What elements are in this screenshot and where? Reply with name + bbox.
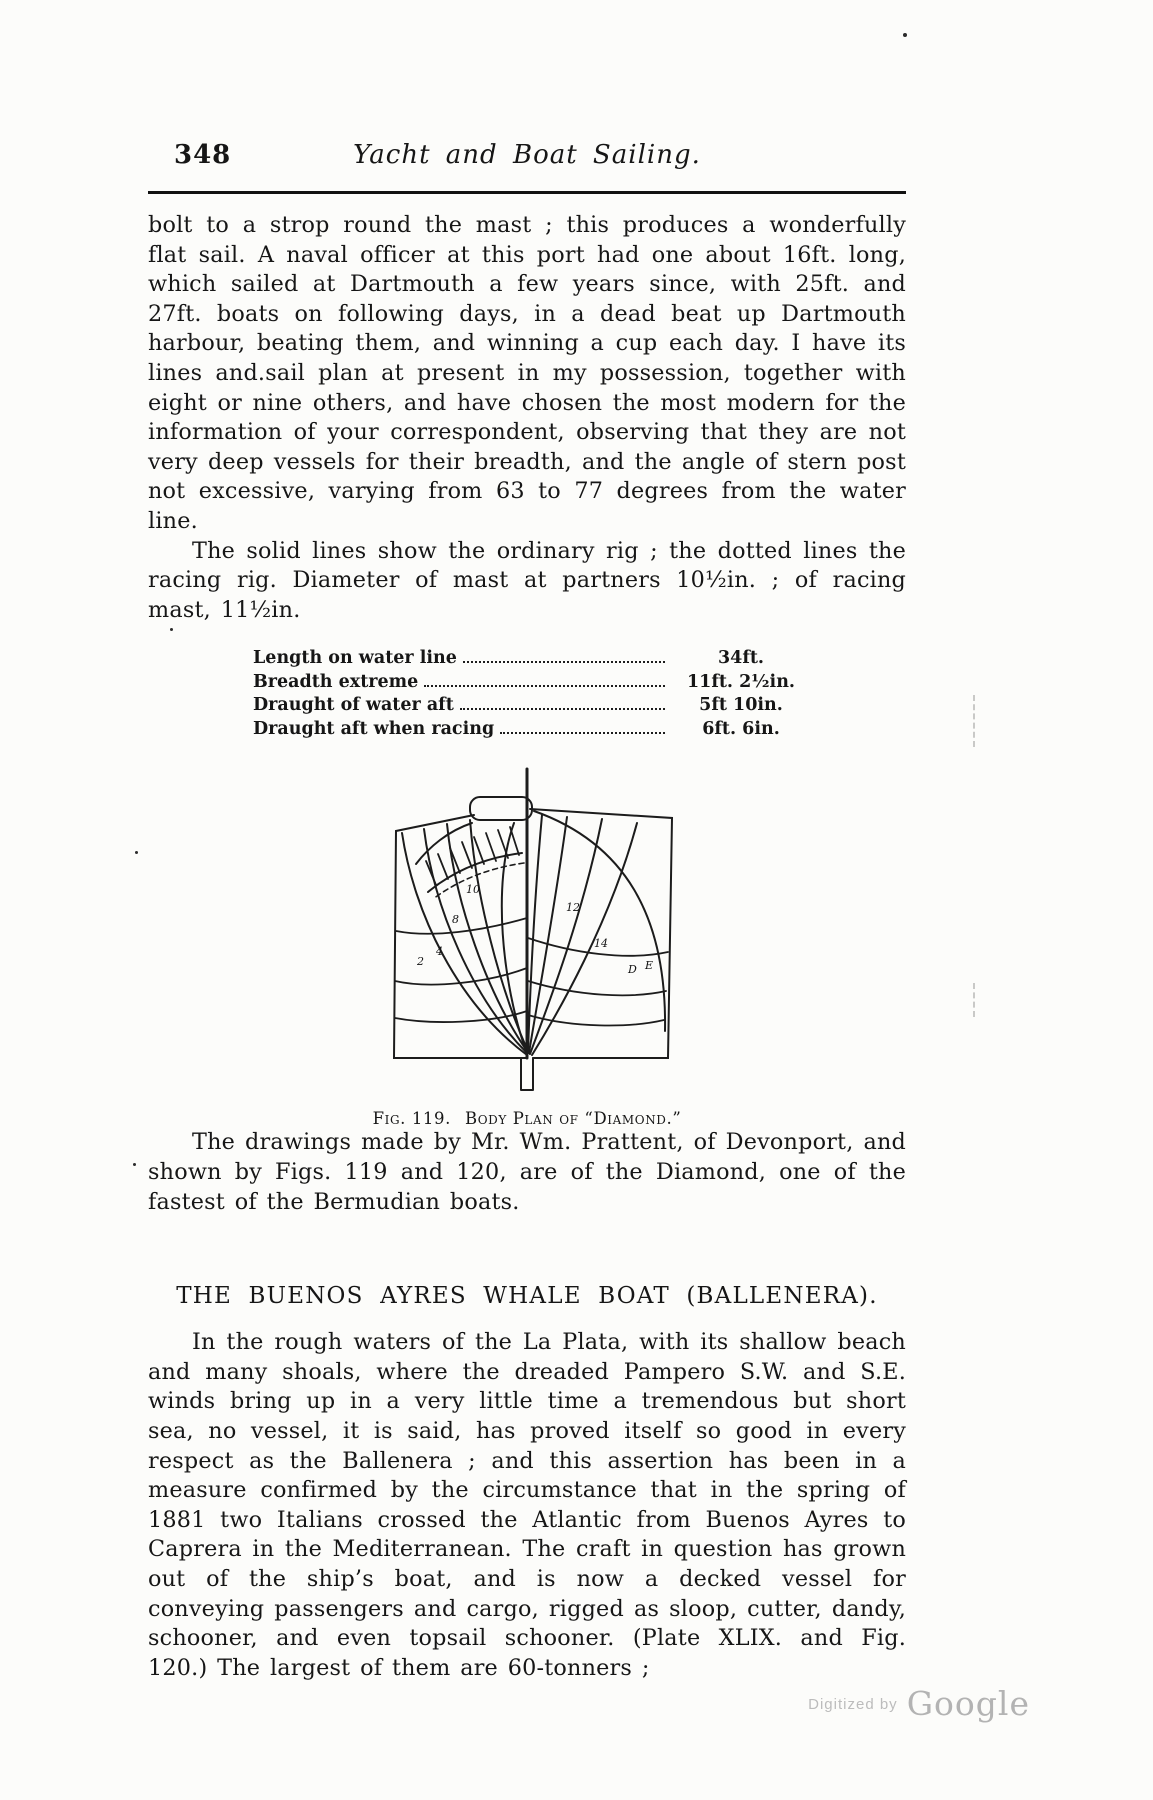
table-row [253, 718, 811, 742]
digitized-by-label: Digitized by [808, 1696, 898, 1713]
google-logo: Google [906, 1684, 1030, 1723]
row-value: 11ft. 2½in. [686, 671, 796, 692]
page-number: 348 [174, 140, 232, 170]
row-value: 34ft. [717, 648, 765, 669]
body-plan-drawing [362, 763, 692, 1095]
ink-speck [170, 628, 173, 631]
svg-text:4: 4 [436, 945, 443, 959]
row-value: 5ft 10in. [699, 695, 783, 716]
ink-speck [903, 33, 907, 37]
paragraph-drawings: The drawings made by Mr. Wm. Prattent, of Devonport, and shown by Figs. 119 and 120, are of the Diamond, one of the fastest of the Bermudian boats. [148, 1129, 906, 1215]
row-value: 6ft. 6in. [702, 718, 780, 739]
watermark [700, 1684, 1030, 1723]
page-header [148, 140, 906, 174]
row-label: Breadth extreme [253, 671, 419, 692]
table-row [253, 694, 811, 718]
dot-leader [463, 661, 665, 663]
fore-sections [528, 811, 665, 1055]
keel-stub [521, 1058, 533, 1090]
svg-text:D: D [628, 963, 637, 977]
svg-text:8: 8 [452, 913, 459, 927]
figure-caption-title: Body Plan of “Diamond.” [464, 1109, 682, 1129]
counter-block [470, 797, 532, 820]
svg-text:12: 12 [566, 901, 580, 915]
dot-leader [460, 708, 665, 710]
page-edge-artifact [973, 695, 975, 747]
svg-text:10: 10 [466, 883, 480, 897]
paragraph-rig: The solid lines show the ordinary rig ; the dotted lines the racing rig. Diameter of mast at partners 10½in. ; of racing mast, 11½in. [148, 537, 906, 623]
dimensions-table [253, 647, 811, 741]
body-plan-figure [148, 763, 906, 1128]
table-row [253, 647, 811, 671]
row-label: Length on water line [253, 648, 457, 669]
paragraph-ballenera: In the rough waters of the La Plata, with its shallow beach and many shoals, where the dreaded Pampero S.W. and S.E. winds bring up in a very little time a tremendous but short sea, no vessel, it is said, has proved itself so good in every respect as the Ballenera ; and this assertion has been in a measure confirmed by the circumstance that in the spring of 1881 two Italians crossed the Atlantic from Buenos Ayres to Caprera in the Mediterranean. The craft in question has grown out of the ship’s boat, and is now a decked vessel for conveying passengers and cargo, rigged as sloop, cutter, dandy, schooner, and even topsail schooner. (Plate XLIX. and Fig. 120.) The largest of them are 60-tonners ; [148, 1329, 906, 1681]
figure-caption-number: Fig. 119. [372, 1109, 451, 1129]
fore-diagonals [528, 938, 668, 1025]
row-label: Draught of water aft [253, 695, 454, 716]
page-text-block [148, 140, 906, 1683]
ink-speck [133, 1163, 136, 1166]
svg-text:14: 14 [594, 937, 608, 951]
table-row [253, 671, 811, 695]
svg-text:E: E [645, 959, 654, 973]
ink-speck [135, 851, 138, 854]
header-rule [148, 191, 906, 194]
svg-text:2: 2 [417, 955, 424, 969]
page-edge-artifact [973, 983, 975, 1017]
paragraph-continuation: bolt to a strop round the mast ; this produces a wonderfully flat sail. A naval officer at this port had one about 16ft. long, which sailed at Dartmouth a few years since, with 25ft. and 27ft. boats on following days, in a dead beat up Dartmouth harbour, beating them, and winning a cup each day. I have its lines and.sail plan at present in my possession, together with eight or nine others, and have chosen the most modern for the information of your correspondent, observing that they are not very deep vessels for their breadth, and the angle of stern post not excessive, varying from 63 to 77 degrees from the water line. [148, 212, 906, 534]
figure-caption [148, 1109, 906, 1128]
section-heading: THE BUENOS AYRES WHALE BOAT (BALLENERA). [176, 1283, 878, 1310]
row-label: Draught aft when racing [253, 718, 495, 739]
dot-leader [500, 732, 665, 734]
dot-leader [424, 685, 665, 687]
running-title: Yacht and Boat Sailing. [353, 140, 701, 170]
